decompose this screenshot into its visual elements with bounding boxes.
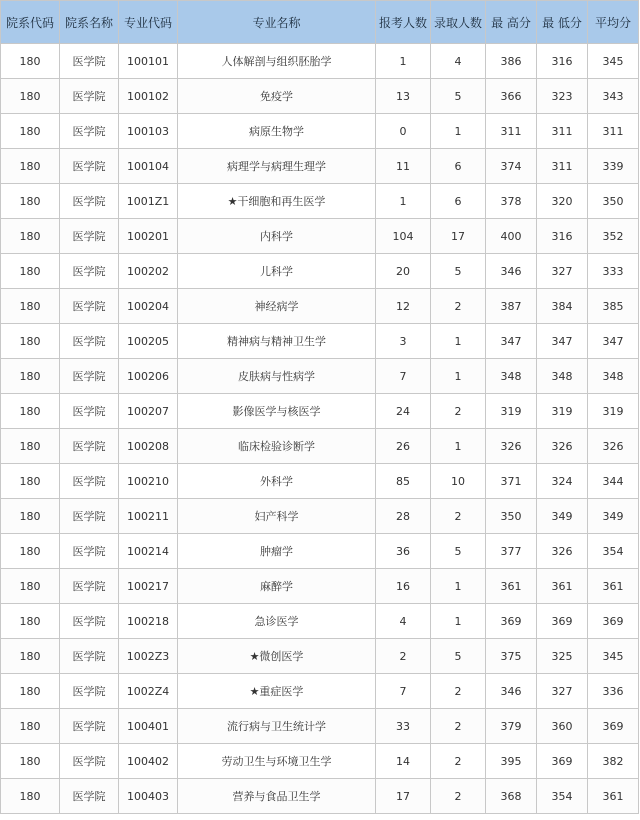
- avg-score-cell: 339: [588, 149, 639, 184]
- major-code-cell: 1002Z3: [119, 639, 178, 674]
- dept-code-cell: 180: [1, 779, 60, 814]
- applicants-cell: 20: [376, 254, 431, 289]
- max-score-cell: 348: [486, 359, 537, 394]
- dept-code-cell: 180: [1, 114, 60, 149]
- applicants-cell: 33: [376, 709, 431, 744]
- major-code-cell: 100104: [119, 149, 178, 184]
- avg-score-cell: 354: [588, 534, 639, 569]
- dept-code-cell: 180: [1, 149, 60, 184]
- admitted-cell: 1: [431, 359, 486, 394]
- max-score-cell: 347: [486, 324, 537, 359]
- major-name-cell: 内科学: [178, 219, 376, 254]
- avg-score-cell: 350: [588, 184, 639, 219]
- table-row: [1, 464, 639, 499]
- avg-score-cell: 345: [588, 639, 639, 674]
- admitted-cell: 1: [431, 429, 486, 464]
- table-row: [1, 219, 639, 254]
- admitted-cell: 2: [431, 394, 486, 429]
- applicants-cell: 85: [376, 464, 431, 499]
- avg-score-cell: 333: [588, 254, 639, 289]
- table-row: [1, 779, 639, 814]
- max-score-cell: 369: [486, 604, 537, 639]
- major-name-cell: 儿科学: [178, 254, 376, 289]
- avg-score-cell: 311: [588, 114, 639, 149]
- table-row: [1, 184, 639, 219]
- dept-name-cell: 医学院: [60, 464, 119, 499]
- table-row: [1, 114, 639, 149]
- min-score-cell: 384: [537, 289, 588, 324]
- major-code-cell: 100205: [119, 324, 178, 359]
- avg-score-cell: 326: [588, 429, 639, 464]
- major-name-cell: 免疫学: [178, 79, 376, 114]
- min-score-cell: 326: [537, 534, 588, 569]
- table-row: [1, 149, 639, 184]
- table-row: [1, 744, 639, 779]
- min-score-cell: 369: [537, 604, 588, 639]
- applicants-cell: 16: [376, 569, 431, 604]
- min-score-cell: 327: [537, 674, 588, 709]
- applicants-cell: 14: [376, 744, 431, 779]
- applicants-cell: 17: [376, 779, 431, 814]
- major-name-cell: ★微创医学: [178, 639, 376, 674]
- admitted-cell: 5: [431, 254, 486, 289]
- major-code-cell: 100207: [119, 394, 178, 429]
- major-name-cell: 急诊医学: [178, 604, 376, 639]
- major-name-cell: 肿瘤学: [178, 534, 376, 569]
- max-score-cell: 371: [486, 464, 537, 499]
- min-score-cell: 347: [537, 324, 588, 359]
- min-score-cell: 325: [537, 639, 588, 674]
- min-score-cell: 316: [537, 219, 588, 254]
- applicants-cell: 2: [376, 639, 431, 674]
- admitted-cell: 6: [431, 149, 486, 184]
- header-dept-name: 院系名称: [60, 1, 119, 44]
- min-score-cell: 311: [537, 114, 588, 149]
- dept-name-cell: 医学院: [60, 254, 119, 289]
- major-code-cell: 100202: [119, 254, 178, 289]
- avg-score-cell: 361: [588, 569, 639, 604]
- major-code-cell: 100101: [119, 44, 178, 79]
- major-name-cell: 病原生物学: [178, 114, 376, 149]
- max-score-cell: 350: [486, 499, 537, 534]
- dept-name-cell: 医学院: [60, 79, 119, 114]
- dept-name-cell: 医学院: [60, 639, 119, 674]
- major-name-cell: 妇产科学: [178, 499, 376, 534]
- table-body: [1, 44, 639, 814]
- table-row: [1, 394, 639, 429]
- dept-code-cell: 180: [1, 744, 60, 779]
- max-score-cell: 346: [486, 674, 537, 709]
- applicants-cell: 13: [376, 79, 431, 114]
- dept-name-cell: 医学院: [60, 499, 119, 534]
- table-row: [1, 499, 639, 534]
- applicants-cell: 24: [376, 394, 431, 429]
- header-admitted: 录取人数: [431, 1, 486, 44]
- max-score-cell: 368: [486, 779, 537, 814]
- admitted-cell: 4: [431, 44, 486, 79]
- dept-code-cell: 180: [1, 464, 60, 499]
- admitted-cell: 2: [431, 709, 486, 744]
- min-score-cell: 316: [537, 44, 588, 79]
- major-code-cell: 100218: [119, 604, 178, 639]
- max-score-cell: 387: [486, 289, 537, 324]
- dept-name-cell: 医学院: [60, 429, 119, 464]
- avg-score-cell: 361: [588, 779, 639, 814]
- major-name-cell: ★重症医学: [178, 674, 376, 709]
- major-code-cell: 100206: [119, 359, 178, 394]
- avg-score-cell: 336: [588, 674, 639, 709]
- table-row: [1, 604, 639, 639]
- applicants-cell: 28: [376, 499, 431, 534]
- applicants-cell: 7: [376, 359, 431, 394]
- max-score-cell: 366: [486, 79, 537, 114]
- major-name-cell: 病理学与病理生理学: [178, 149, 376, 184]
- dept-name-cell: 医学院: [60, 744, 119, 779]
- applicants-cell: 7: [376, 674, 431, 709]
- table-row: [1, 534, 639, 569]
- major-code-cell: 100402: [119, 744, 178, 779]
- max-score-cell: 326: [486, 429, 537, 464]
- min-score-cell: 354: [537, 779, 588, 814]
- dept-code-cell: 180: [1, 44, 60, 79]
- dept-code-cell: 180: [1, 604, 60, 639]
- avg-score-cell: 319: [588, 394, 639, 429]
- dept-code-cell: 180: [1, 709, 60, 744]
- header-major-name: 专业名称: [178, 1, 376, 44]
- table-row: [1, 569, 639, 604]
- avg-score-cell: 385: [588, 289, 639, 324]
- avg-score-cell: 382: [588, 744, 639, 779]
- admitted-cell: 6: [431, 184, 486, 219]
- applicants-cell: 12: [376, 289, 431, 324]
- admitted-cell: 5: [431, 79, 486, 114]
- admitted-cell: 1: [431, 569, 486, 604]
- major-name-cell: 临床检验诊断学: [178, 429, 376, 464]
- applicants-cell: 1: [376, 184, 431, 219]
- major-code-cell: 1001Z1: [119, 184, 178, 219]
- avg-score-cell: 369: [588, 709, 639, 744]
- table-row: [1, 359, 639, 394]
- dept-code-cell: 180: [1, 394, 60, 429]
- admitted-cell: 17: [431, 219, 486, 254]
- admitted-cell: 10: [431, 464, 486, 499]
- table-row: [1, 289, 639, 324]
- dept-code-cell: 180: [1, 674, 60, 709]
- applicants-cell: 104: [376, 219, 431, 254]
- header-major-code: 专业代码: [119, 1, 178, 44]
- avg-score-cell: 352: [588, 219, 639, 254]
- admitted-cell: 2: [431, 744, 486, 779]
- dept-name-cell: 医学院: [60, 114, 119, 149]
- dept-name-cell: 医学院: [60, 674, 119, 709]
- dept-name-cell: 医学院: [60, 359, 119, 394]
- dept-name-cell: 医学院: [60, 569, 119, 604]
- max-score-cell: 400: [486, 219, 537, 254]
- min-score-cell: 326: [537, 429, 588, 464]
- max-score-cell: 395: [486, 744, 537, 779]
- max-score-cell: 379: [486, 709, 537, 744]
- table-row: [1, 639, 639, 674]
- dept-code-cell: 180: [1, 219, 60, 254]
- applicants-cell: 1: [376, 44, 431, 79]
- min-score-cell: 323: [537, 79, 588, 114]
- major-code-cell: 100103: [119, 114, 178, 149]
- dept-code-cell: 180: [1, 324, 60, 359]
- admitted-cell: 1: [431, 604, 486, 639]
- dept-code-cell: 180: [1, 429, 60, 464]
- applicants-cell: 0: [376, 114, 431, 149]
- min-score-cell: 327: [537, 254, 588, 289]
- dept-name-cell: 医学院: [60, 44, 119, 79]
- min-score-cell: 369: [537, 744, 588, 779]
- table-row: [1, 674, 639, 709]
- avg-score-cell: 344: [588, 464, 639, 499]
- applicants-cell: 11: [376, 149, 431, 184]
- min-score-cell: 361: [537, 569, 588, 604]
- major-name-cell: 外科学: [178, 464, 376, 499]
- dept-code-cell: 180: [1, 289, 60, 324]
- max-score-cell: 386: [486, 44, 537, 79]
- max-score-cell: 375: [486, 639, 537, 674]
- dept-name-cell: 医学院: [60, 289, 119, 324]
- major-name-cell: 麻醉学: [178, 569, 376, 604]
- major-code-cell: 100401: [119, 709, 178, 744]
- dept-name-cell: 医学院: [60, 324, 119, 359]
- dept-code-cell: 180: [1, 639, 60, 674]
- applicants-cell: 3: [376, 324, 431, 359]
- min-score-cell: 324: [537, 464, 588, 499]
- max-score-cell: 374: [486, 149, 537, 184]
- admitted-cell: 1: [431, 114, 486, 149]
- avg-score-cell: 348: [588, 359, 639, 394]
- avg-score-cell: 345: [588, 44, 639, 79]
- max-score-cell: 378: [486, 184, 537, 219]
- max-score-cell: 319: [486, 394, 537, 429]
- major-name-cell: 劳动卫生与环境卫生学: [178, 744, 376, 779]
- admitted-cell: 5: [431, 534, 486, 569]
- major-code-cell: 1002Z4: [119, 674, 178, 709]
- header-applicants: 报考人数: [376, 1, 431, 44]
- min-score-cell: 320: [537, 184, 588, 219]
- dept-code-cell: 180: [1, 499, 60, 534]
- min-score-cell: 319: [537, 394, 588, 429]
- dept-name-cell: 医学院: [60, 779, 119, 814]
- major-code-cell: 100102: [119, 79, 178, 114]
- admitted-cell: 5: [431, 639, 486, 674]
- dept-name-cell: 医学院: [60, 149, 119, 184]
- admitted-cell: 2: [431, 779, 486, 814]
- max-score-cell: 311: [486, 114, 537, 149]
- dept-name-cell: 医学院: [60, 709, 119, 744]
- table-row: [1, 709, 639, 744]
- table-row: [1, 254, 639, 289]
- major-code-cell: 100217: [119, 569, 178, 604]
- table-row: [1, 429, 639, 464]
- major-name-cell: 营养与食品卫生学: [178, 779, 376, 814]
- major-name-cell: 皮肤病与性病学: [178, 359, 376, 394]
- major-code-cell: 100210: [119, 464, 178, 499]
- max-score-cell: 377: [486, 534, 537, 569]
- dept-name-cell: 医学院: [60, 219, 119, 254]
- dept-code-cell: 180: [1, 184, 60, 219]
- max-score-cell: 346: [486, 254, 537, 289]
- admitted-cell: 1: [431, 324, 486, 359]
- header-avg-score: 平均分: [588, 1, 639, 44]
- dept-code-cell: 180: [1, 534, 60, 569]
- min-score-cell: 349: [537, 499, 588, 534]
- min-score-cell: 348: [537, 359, 588, 394]
- dept-code-cell: 180: [1, 359, 60, 394]
- header-dept-code: 院系代码: [1, 1, 60, 44]
- dept-name-cell: 医学院: [60, 534, 119, 569]
- admitted-cell: 2: [431, 289, 486, 324]
- header-min-score: 最 低分: [537, 1, 588, 44]
- header-max-score: 最 高分: [486, 1, 537, 44]
- table-row: [1, 324, 639, 359]
- dept-code-cell: 180: [1, 569, 60, 604]
- avg-score-cell: 343: [588, 79, 639, 114]
- applicants-cell: 26: [376, 429, 431, 464]
- major-code-cell: 100214: [119, 534, 178, 569]
- min-score-cell: 311: [537, 149, 588, 184]
- dept-code-cell: 180: [1, 79, 60, 114]
- major-name-cell: ★干细胞和再生医学: [178, 184, 376, 219]
- major-name-cell: 神经病学: [178, 289, 376, 324]
- major-name-cell: 影像医学与核医学: [178, 394, 376, 429]
- major-code-cell: 100208: [119, 429, 178, 464]
- table-header-row: [1, 1, 639, 44]
- min-score-cell: 360: [537, 709, 588, 744]
- admitted-cell: 2: [431, 499, 486, 534]
- dept-code-cell: 180: [1, 254, 60, 289]
- dept-name-cell: 医学院: [60, 394, 119, 429]
- major-name-cell: 流行病与卫生统计学: [178, 709, 376, 744]
- avg-score-cell: 347: [588, 324, 639, 359]
- applicants-cell: 36: [376, 534, 431, 569]
- max-score-cell: 361: [486, 569, 537, 604]
- avg-score-cell: 349: [588, 499, 639, 534]
- table-row: [1, 44, 639, 79]
- dept-name-cell: 医学院: [60, 184, 119, 219]
- major-code-cell: 100211: [119, 499, 178, 534]
- major-code-cell: 100201: [119, 219, 178, 254]
- avg-score-cell: 369: [588, 604, 639, 639]
- major-name-cell: 精神病与精神卫生学: [178, 324, 376, 359]
- dept-name-cell: 医学院: [60, 604, 119, 639]
- applicants-cell: 4: [376, 604, 431, 639]
- table-row: [1, 79, 639, 114]
- major-code-cell: 100403: [119, 779, 178, 814]
- admitted-cell: 2: [431, 674, 486, 709]
- major-code-cell: 100204: [119, 289, 178, 324]
- major-name-cell: 人体解剖与组织胚胎学: [178, 44, 376, 79]
